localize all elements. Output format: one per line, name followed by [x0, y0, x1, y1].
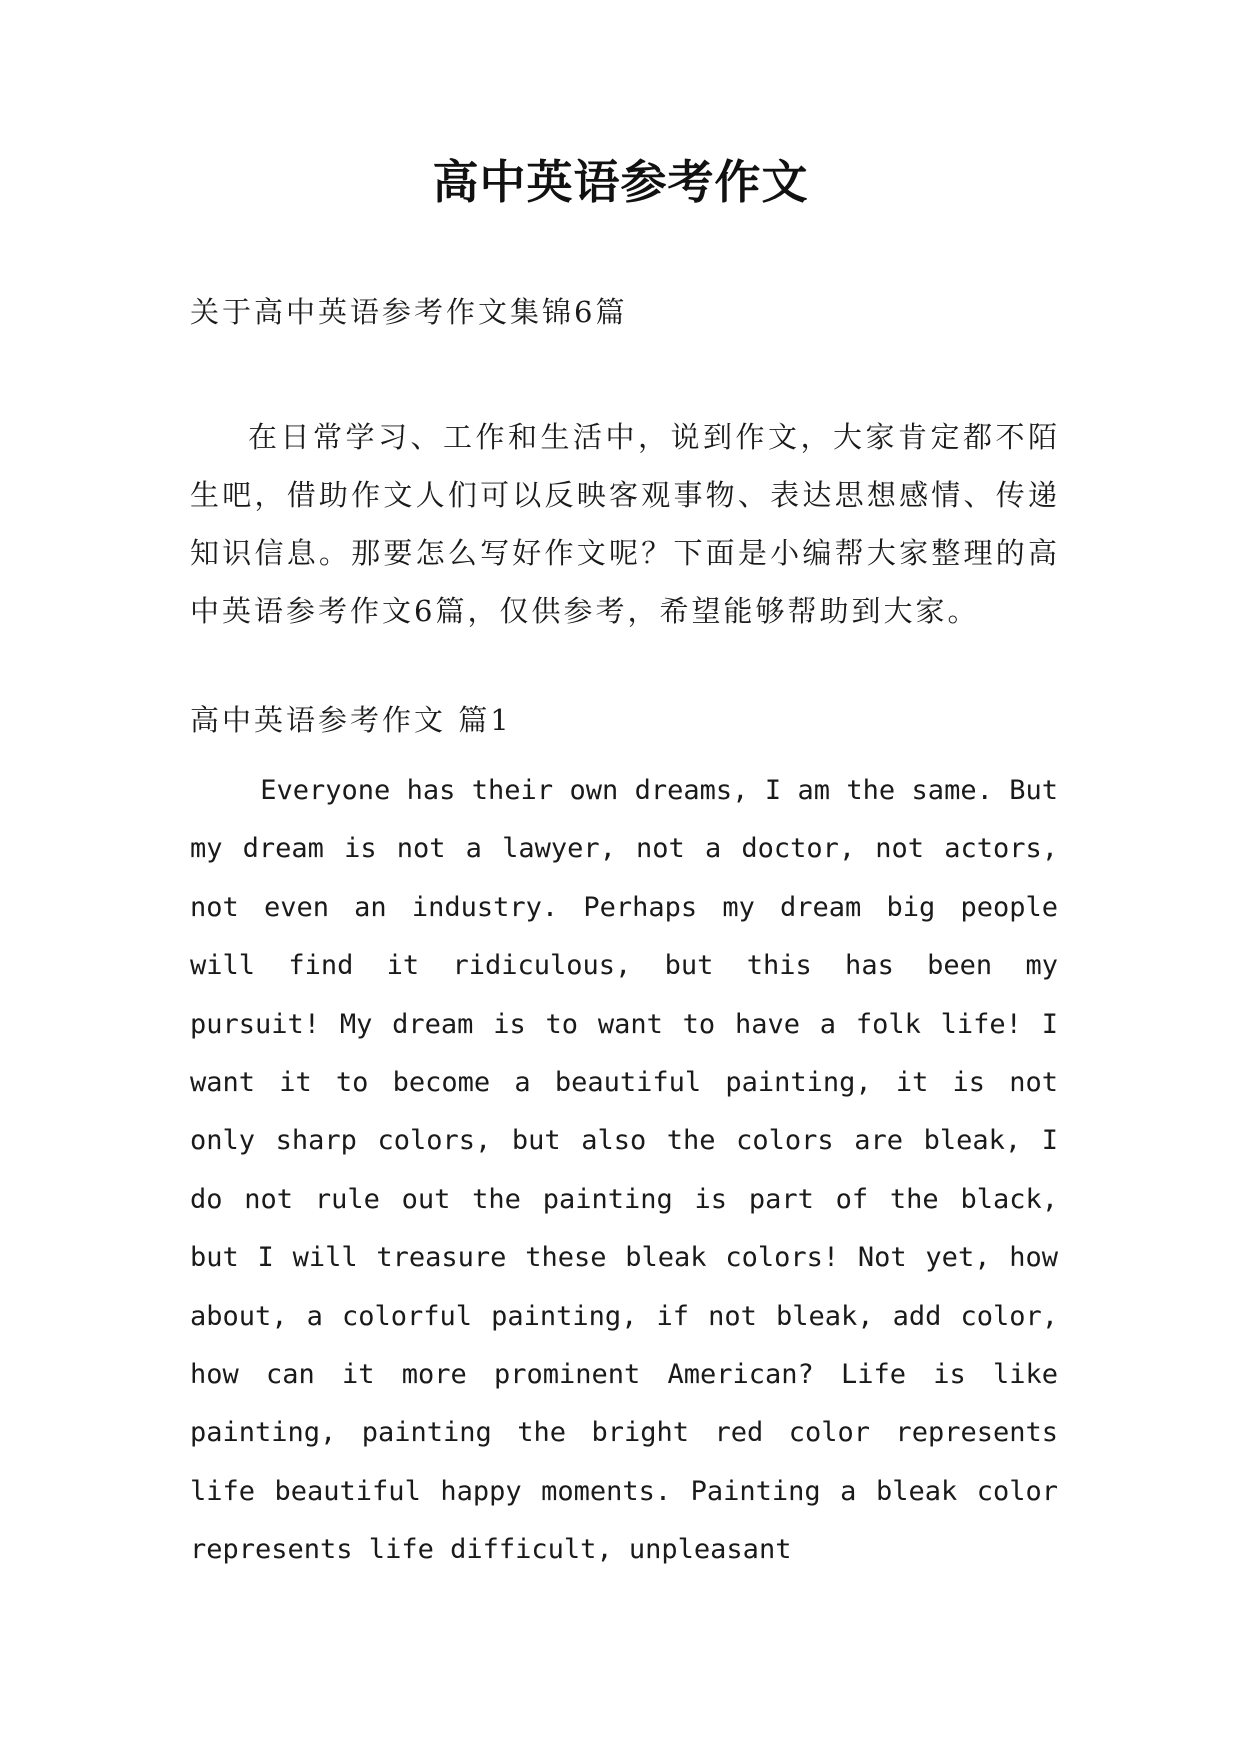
intro-paragraph: 在日常学习、工作和生活中，说到作文，大家肯定都不陌生吧，借助作文人们可以反映客观事物、表达思想感情、传递知识信息。那要怎么写好作文呢？下面是小编帮大家整理的高中英语参考作文6篇，仅供参考，希望能够帮助到大家。: [190, 420, 1060, 628]
section-heading: 高中英语参考作文 篇1: [190, 703, 512, 737]
document-title: 高中英语参考作文: [432, 155, 809, 209]
document-subtitle: 关于高中英语参考作文集锦6篇: [190, 295, 628, 329]
essay-paragraph: Everyone has their own dreams, I am the same. But my dream is not a lawyer, not a doctor, not actors, not even an industry. Perhaps my dream big people will find it ridiculous, but this has been my pursuit! My dream is to want to have a folk life! I want it to become a beautiful painting, it is not only sharp colors, but also the colors are bleak, I do not rule out the painting is part of the black, but I will treasure these bleak colors! Not yet, how about, a colorful painting, if not bleak, add color, how can it more prominent American? Life is like painting, painting the bright red color represents life beautiful happy moments. Painting a bleak color represents life difficult, unpleasant: [190, 775, 1058, 1566]
